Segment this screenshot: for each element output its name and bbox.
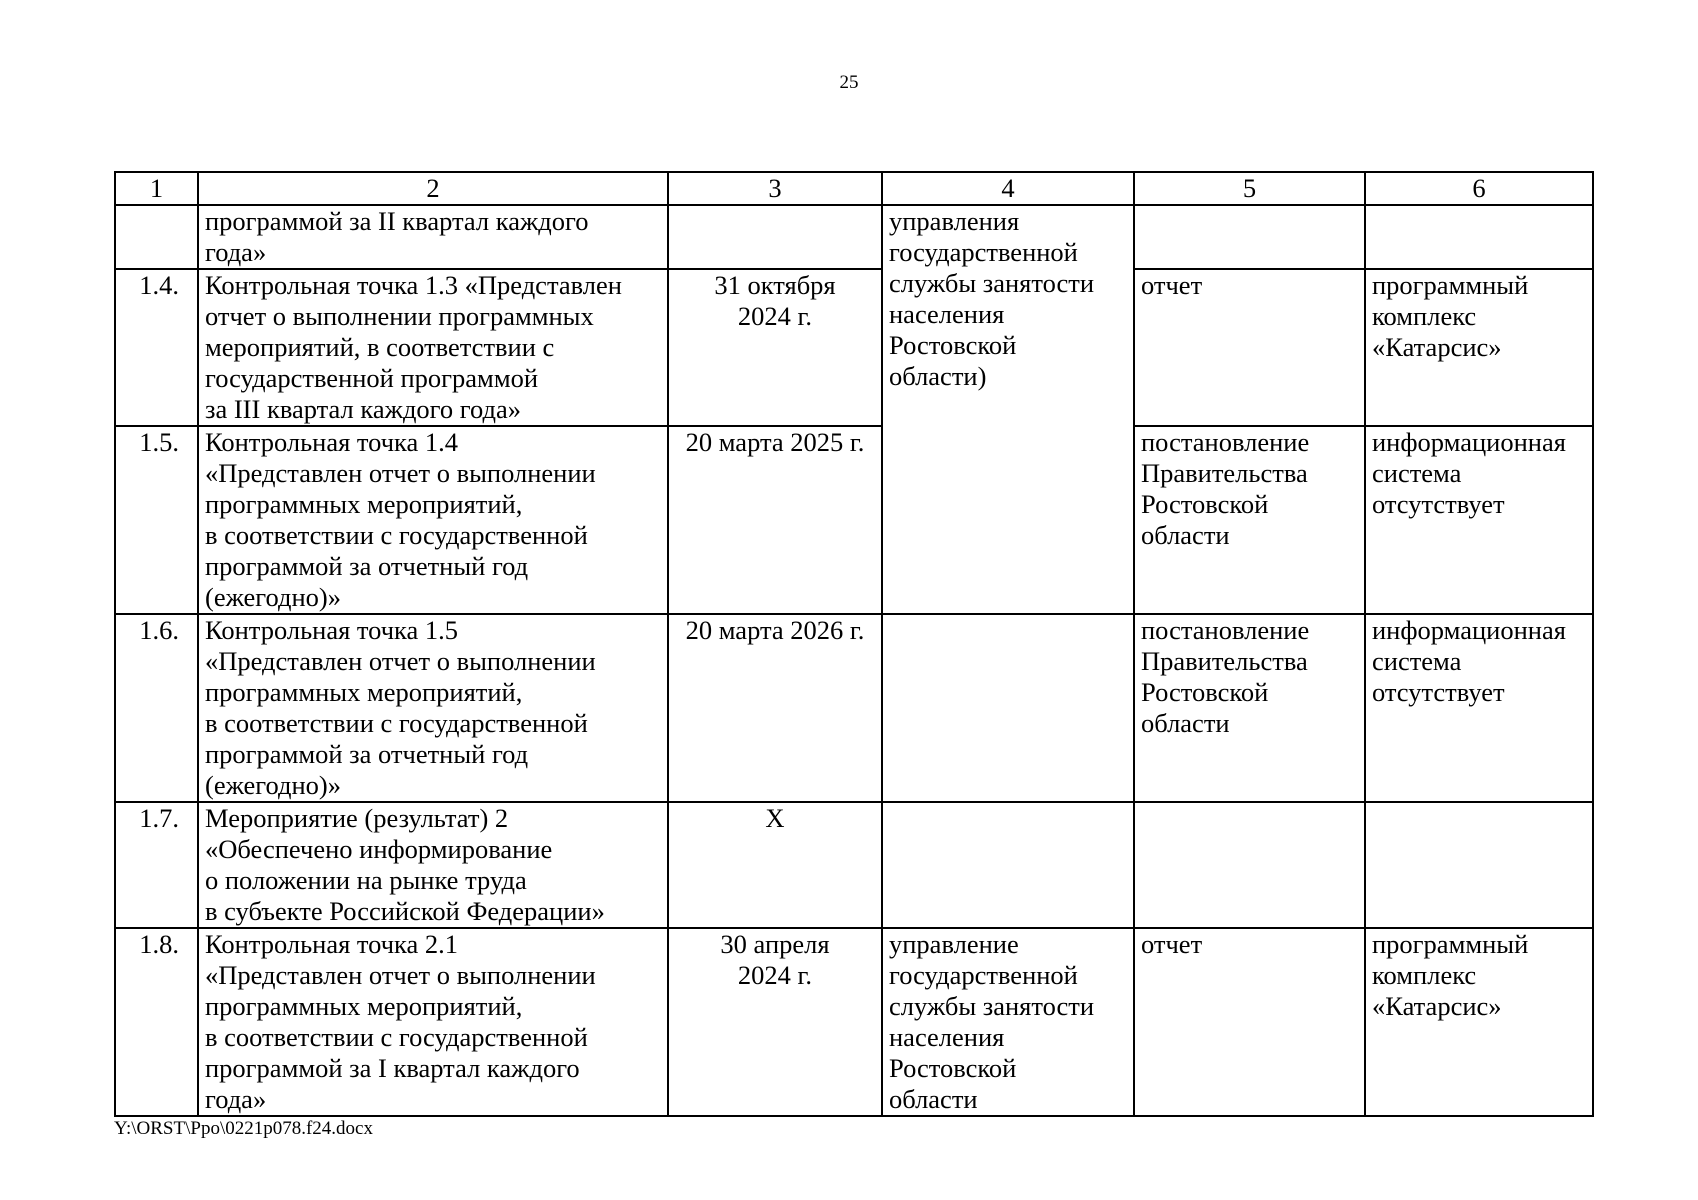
row-name-cell: программой за II квартал каждого года» xyxy=(198,205,668,269)
row-date-cell: 20 марта 2025 г. xyxy=(668,426,882,614)
row-date-cell: 31 октября 2024 г. xyxy=(668,269,882,426)
row-document-cell: постановление Правительства Ростовской области xyxy=(1134,426,1365,614)
row-system-cell: программный комплекс «Катарсис» xyxy=(1365,269,1593,426)
row-system-cell: информационная система отсутствует xyxy=(1365,426,1593,614)
column-number-2: 2 xyxy=(198,172,668,205)
row-system-cell xyxy=(1365,205,1593,269)
column-number-6: 6 xyxy=(1365,172,1593,205)
row-number-cell: 1.4. xyxy=(115,269,198,426)
table-row xyxy=(115,802,1593,928)
row-number-cell: 1.5. xyxy=(115,426,198,614)
row-name-cell: Контрольная точка 1.3 «Представлен отчет о выполнении программных мероприятий, в соответствии с государственной программой за III квартал каждого года» xyxy=(198,269,668,426)
row-document-cell: отчет xyxy=(1134,928,1365,1116)
row-name-cell: Контрольная точка 1.4 «Представлен отчет о выполнении программных мероприятий, в соответствии с государственной программой за отчетный год (ежегодно)» xyxy=(198,426,668,614)
row-document-cell: отчет xyxy=(1134,269,1365,426)
row-system-cell: программный комплекс «Катарсис» xyxy=(1365,928,1593,1116)
row-number-cell: 1.6. xyxy=(115,614,198,802)
row-responsible-cell xyxy=(882,802,1134,928)
row-name-cell: Мероприятие (результат) 2 «Обеспечено информирование о положении на рынке труда в субъекте Российской Федерации» xyxy=(198,802,668,928)
row-document-cell xyxy=(1134,802,1365,928)
table-row xyxy=(115,928,1593,1116)
page-number: 25 xyxy=(839,72,859,93)
table-row xyxy=(115,426,1593,614)
table-row xyxy=(115,614,1593,802)
row-name-cell: Контрольная точка 2.1 «Представлен отчет о выполнении программных мероприятий, в соответствии с государственной программой за I квартал каждого года» xyxy=(198,928,668,1116)
control-points-table xyxy=(114,171,1594,1117)
column-number-4: 4 xyxy=(882,172,1134,205)
responsible-cell-merged: управления государственной службы занятости населения Ростовской области) xyxy=(882,205,1134,614)
table-row xyxy=(115,269,1593,426)
row-date-cell: 30 апреля 2024 г. xyxy=(668,928,882,1116)
row-number-cell xyxy=(115,205,198,269)
row-date-cell xyxy=(668,205,882,269)
row-date-cell: Х xyxy=(668,802,882,928)
row-document-cell xyxy=(1134,205,1365,269)
row-number-cell: 1.8. xyxy=(115,928,198,1116)
row-system-cell: информационная система отсутствует xyxy=(1365,614,1593,802)
row-system-cell xyxy=(1365,802,1593,928)
column-number-row xyxy=(115,172,1593,205)
footer-file-path: Y:\ORST\Ppo\0221p078.f24.docx xyxy=(114,1118,373,1139)
row-date-cell: 20 марта 2026 г. xyxy=(668,614,882,802)
row-number-cell: 1.7. xyxy=(115,802,198,928)
row-name-cell: Контрольная точка 1.5 «Представлен отчет о выполнении программных мероприятий, в соответствии с государственной программой за отчетный год (ежегодно)» xyxy=(198,614,668,802)
column-number-1: 1 xyxy=(115,172,198,205)
row-responsible-cell xyxy=(882,614,1134,802)
row-document-cell: постановление Правительства Ростовской области xyxy=(1134,614,1365,802)
row-responsible-cell: управление государственной службы занятости населения Ростовской области xyxy=(882,928,1134,1116)
column-number-3: 3 xyxy=(668,172,882,205)
table-row-continuation xyxy=(115,205,1593,269)
column-number-5: 5 xyxy=(1134,172,1365,205)
